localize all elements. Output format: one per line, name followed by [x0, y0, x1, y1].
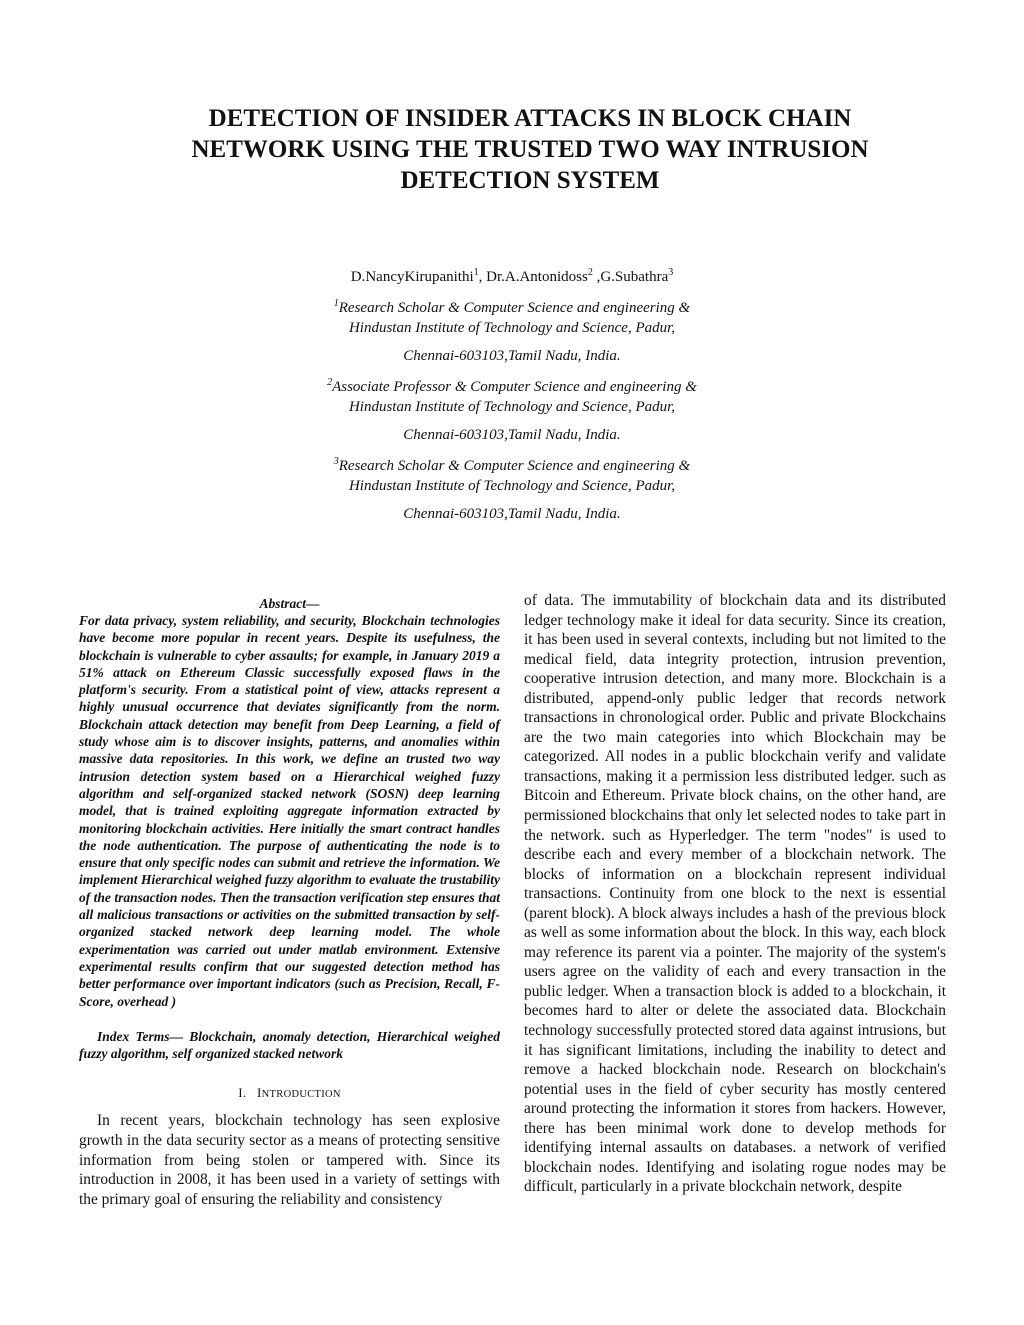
paper-title: DETECTION OF INSIDER ATTACKS IN BLOCK CHAIN NETWORK USING THE TRUSTED TWO WAY INTRUSION DETECTION SYSTEM: [191, 105, 869, 194]
author-name: Dr.A.Antonidoss: [486, 269, 588, 285]
author-separator: ,: [592, 269, 601, 285]
right-column: [524, 591, 946, 1197]
index-terms: Index Terms— Blockchain, anomaly detection, Hierarchical weighed fuzzy algorithm, self organized stacked network: [79, 1028, 500, 1062]
affiliation-2: [0, 377, 1024, 445]
affiliation-mark: 2: [327, 377, 333, 388]
abstract-text: For data privacy, system reliability, and security, Blockchain technologies have become more popular in recent years. Despite its usefulness, the blockchain is vulnerable to cyber assaults; for example, in January 2019 a 51% attack on Ethereum Classic successfully exposed flaws in the platform's security. From a statistical point of view, attacks represent a highly unusual occurrence that deviates significantly from the norm. Blockchain attack detection may benefit from Deep Learning, a field of study whose aim is to discover insights, patterns, and anomalies within massive data repositories. In this work, we define an trusted two way intrusion detection system based on a Hierarchical weighed fuzzy algorithm and self-organized stacked network (SOSN) deep learning model, that is trained exploiting aggregate information extracted by monitoring blockchain activities. Here initially the smart contract handles the node authentication. The purpose of authenticating the node is to ensure that only specific nodes can submit and retrieve the information. We implement Hierarchical weighed fuzzy algorithm to evaluate the trustability of the transaction nodes. Then the transaction verification step ensures that all malicious transactions or activities on the submitted transaction by self-organized stacked network deep learning model. The whole experimentation was carried out under matlab environment. Extensive experimental results confirm that our suggested detection method has better performance over important indicators (such as Precision, Recall, F-Score, overhead ): [79, 613, 500, 1009]
affiliation-line: Chennai-603103,Tamil Nadu, India.: [403, 506, 621, 522]
section-heading: [79, 1084, 500, 1103]
author-affiliation-mark: 3: [668, 267, 674, 278]
author-separator: ,: [478, 269, 487, 285]
affiliation-line: Chennai-603103,Tamil Nadu, India.: [403, 427, 621, 443]
intro-paragraph-right: of data. The immutability of blockchain data and its distributed ledger technology make it ideal for data security. Since its creation, it has been used in several contexts, including but not limited to the medical field, data integrity protection, intrusion prevention, cooperative intrusion detection, and many more. Blockchain is a distributed, append-only public ledger that records network transactions in chronological order. Public and private Blockchains are the two main categories into which Blockchain may be categorized. All nodes in a public blockchain verify and validate transactions, making it a permission less distributed ledger. such as Bitcoin and Ethereum. Private block chains, on the other hand, are permissioned blockchains that only let selected nodes to take part in the network. such as Hyperledger. The term "nodes" is used to describe each and every member of a blockchain network. The blocks of information on a blockchain represent individual transactions. Continuity from one block to the next is essential (parent block). A block always includes a hash of the previous block as well as some information about the block. In this way, each block may reference its parent via a pointer. The majority of the system's users agree on the validity of each and every transaction in the public ledger. When a transaction block is added to a blockchain, it becomes hard to alter or delete the associated data. Blockchain technology successfully protected stored data against intrusions, but it has significant limitations, including the inability to detect and remove a hacked blockchain node. Research on blockchain's potential uses in the field of cyber security has mostly centered around protecting the information it stores from hackers. However, there has been minimal work done to develop methods for identifying internal assaults on databases. a network of verified blockchain nodes. Identifying and isolating rogue nodes may be difficult, particularly in a private blockchain network, despite: [524, 592, 946, 1196]
author-affiliation-mark: 1: [473, 267, 479, 278]
section-title-initial: I: [257, 1085, 262, 1101]
affiliation-text: Associate Professor & Computer Science and engineering &: [332, 379, 697, 395]
affiliation-mark: 1: [333, 298, 339, 309]
author-name: G.Subathra: [600, 269, 669, 285]
affiliation-line: Hindustan Institute of Technology and Science, Padur,: [348, 478, 676, 494]
affiliation-line: Chennai-603103,Tamil Nadu, India.: [403, 348, 621, 364]
section-title-rest: NTRODUCTION: [261, 1089, 341, 1101]
affiliation-mark: 3: [333, 456, 339, 467]
affiliation-text: Research Scholar & Computer Science and engineering &: [338, 458, 691, 474]
author-affiliation-mark: 2: [587, 267, 593, 278]
affiliation-1: [0, 298, 1024, 366]
affiliation-line: [0, 298, 1024, 318]
left-column: [79, 595, 500, 1209]
affiliation-3: [0, 456, 1024, 524]
author-name: D.NancyKirupanithi: [350, 269, 474, 285]
affiliation-line: [0, 456, 1024, 476]
abstract-heading: Abstract—: [259, 596, 320, 611]
affiliation-text: Research Scholar & Computer Science and engineering &: [338, 300, 691, 316]
affiliation-line: Hindustan Institute of Technology and Science, Padur,: [348, 320, 676, 336]
intro-paragraph-left: In recent years, blockchain technology has seen explosive growth in the data security sector as a means of protecting sensitive information from being stolen or tampered with. Since its introduction in 2008, it has been used in a variety of settings with the primary goal of ensuring the reliability and consistency: [79, 1112, 500, 1208]
affiliation-line: Hindustan Institute of Technology and Science, Padur,: [348, 399, 676, 415]
section-number: I.: [238, 1085, 247, 1101]
author-list: [0, 267, 1024, 287]
affiliation-line: [0, 377, 1024, 397]
